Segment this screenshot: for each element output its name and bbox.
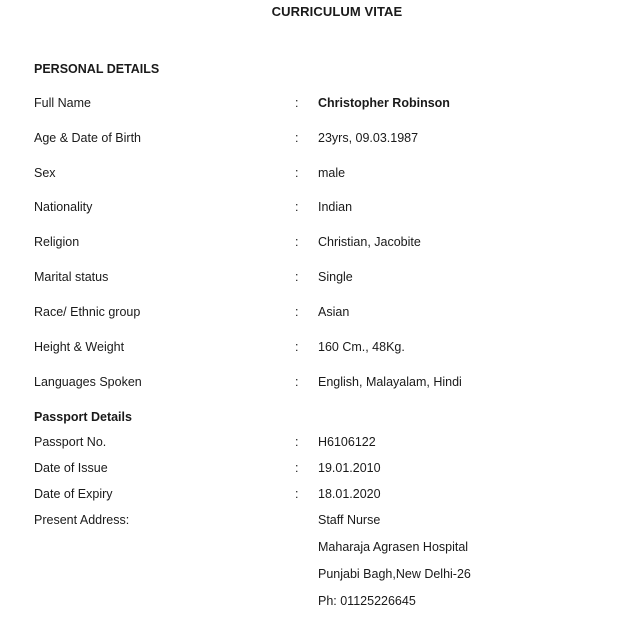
date-of-expiry-value: 18.01.2020 bbox=[318, 487, 381, 501]
religion-separator: : bbox=[295, 235, 299, 249]
height-weight-label: Height & Weight bbox=[34, 340, 125, 354]
row-date-of-issue bbox=[0, 461, 634, 481]
marital-status-label: Marital status bbox=[34, 270, 109, 284]
age-dob-value: 23yrs, 09.03.1987 bbox=[318, 131, 419, 145]
full-name-separator: : bbox=[295, 96, 299, 110]
sex-value: male bbox=[318, 166, 346, 180]
row-marital-status bbox=[0, 270, 634, 290]
row-date-of-expiry bbox=[0, 487, 634, 507]
row-passport-no bbox=[0, 435, 634, 455]
row-religion bbox=[0, 235, 634, 255]
race-ethnic-value: Asian bbox=[318, 305, 350, 319]
date-of-expiry-separator: : bbox=[295, 487, 299, 501]
nationality-separator: : bbox=[295, 200, 299, 214]
present-address-label: Present Address: bbox=[34, 513, 130, 527]
passport-no-label: Passport No. bbox=[34, 435, 107, 449]
passport-no-value: H6106122 bbox=[318, 435, 376, 449]
row-race-ethnic bbox=[0, 305, 634, 325]
passport-no-separator: : bbox=[295, 435, 299, 449]
date-of-issue-value: 19.01.2010 bbox=[318, 461, 381, 475]
address-line-hospital: Maharaja Agrasen Hospital bbox=[318, 540, 469, 554]
row-languages bbox=[0, 375, 634, 395]
nationality-label: Nationality bbox=[34, 200, 93, 214]
religion-value: Christian, Jacobite bbox=[318, 235, 421, 249]
age-dob-separator: : bbox=[295, 131, 299, 145]
date-of-expiry-label: Date of Expiry bbox=[34, 487, 113, 501]
row-height-weight bbox=[0, 340, 634, 360]
row-present-address bbox=[0, 513, 634, 533]
age-dob-label: Age & Date of Birth bbox=[34, 131, 142, 145]
address-line-designation: Staff Nurse bbox=[318, 513, 381, 527]
row-age-dob bbox=[0, 131, 634, 151]
row-full-name bbox=[0, 96, 634, 116]
marital-status-separator: : bbox=[295, 270, 299, 284]
full-name-label: Full Name bbox=[34, 96, 91, 110]
languages-separator: : bbox=[295, 375, 299, 389]
address-line-phone: Ph: 01125226645 bbox=[318, 594, 416, 608]
sex-label: Sex bbox=[34, 166, 56, 180]
date-of-issue-label: Date of Issue bbox=[34, 461, 108, 475]
address-line-locality: Punjabi Bagh,New Delhi-26 bbox=[318, 567, 471, 581]
row-nationality bbox=[0, 200, 634, 220]
religion-label: Religion bbox=[34, 235, 80, 249]
document-title: CURRICULUM VITAE bbox=[271, 4, 403, 19]
row-sex bbox=[0, 166, 634, 186]
sex-separator: : bbox=[295, 166, 299, 180]
passport-details-heading: Passport Details bbox=[34, 410, 132, 424]
height-weight-value: 160 Cm., 48Kg. bbox=[318, 340, 405, 354]
personal-details-heading: PERSONAL DETAILS bbox=[34, 62, 160, 76]
marital-status-value: Single bbox=[318, 270, 353, 284]
full-name-value: Christopher Robinson bbox=[318, 96, 450, 110]
languages-label: Languages Spoken bbox=[34, 375, 142, 389]
nationality-value: Indian bbox=[318, 200, 353, 214]
race-ethnic-label: Race/ Ethnic group bbox=[34, 305, 141, 319]
languages-value: English, Malayalam, Hindi bbox=[318, 375, 462, 389]
race-ethnic-separator: : bbox=[295, 305, 299, 319]
height-weight-separator: : bbox=[295, 340, 299, 354]
date-of-issue-separator: : bbox=[295, 461, 299, 475]
